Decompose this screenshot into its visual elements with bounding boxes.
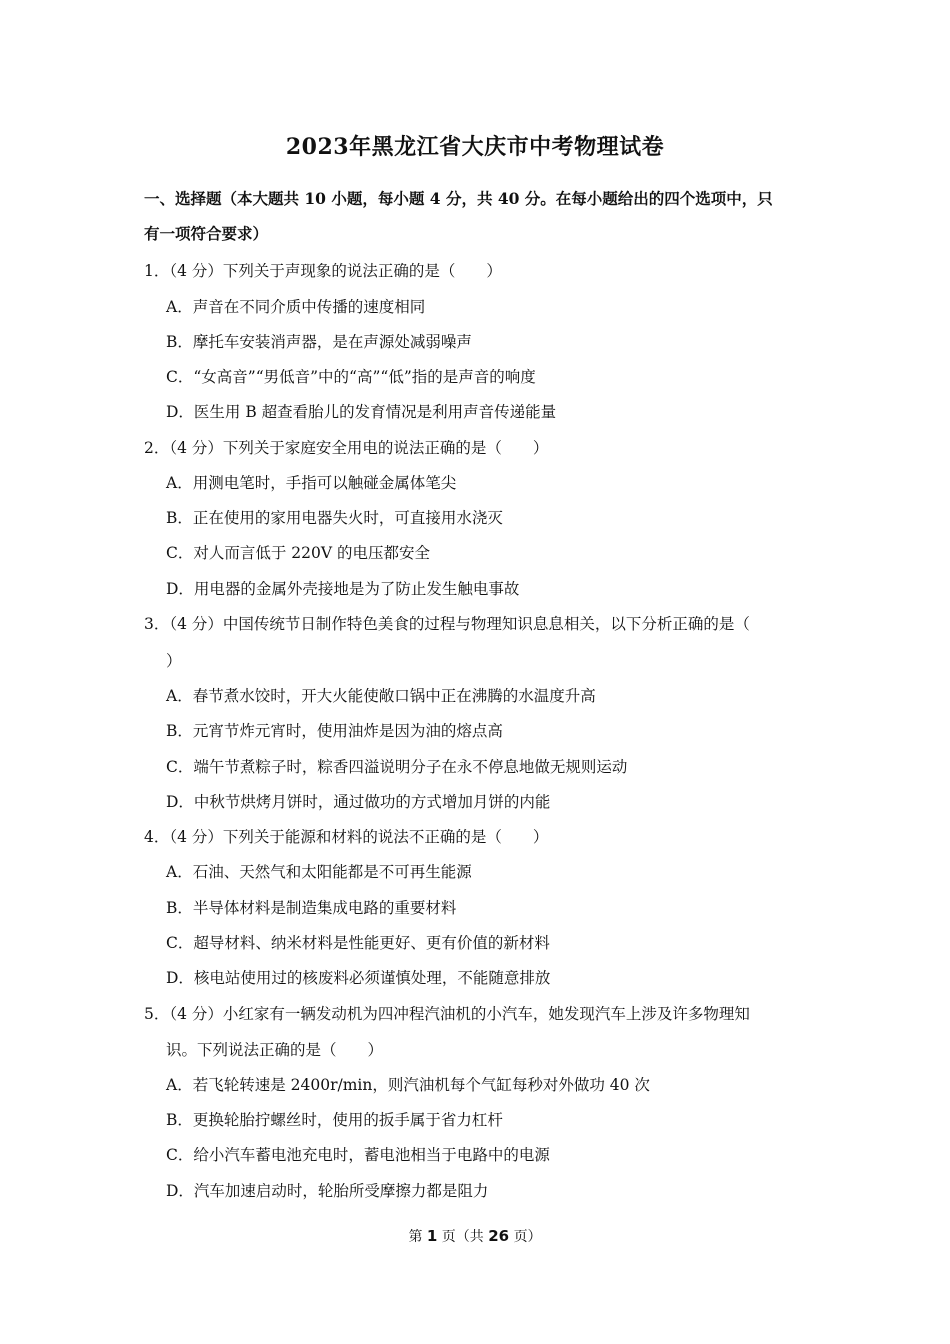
footer-total-pages: 26 [488,1227,510,1245]
footer-suffix: 页） [513,1229,542,1245]
question-4-stem: 4．（4 分）下列关于能源和材料的说法不正确的是（ ） [144,828,549,846]
footer-prefix: 第 [408,1229,423,1245]
question-4-option-d: D．核电站使用过的核废料必须谨慎处理，不能随意排放 [166,969,551,987]
question-4-option-a: A．石油、天然气和太阳能都是不可再生能源 [166,863,472,881]
question-2-stem: 2．（4 分）下列关于家庭安全用电的说法正确的是（ ） [144,439,549,457]
question-2-option-a: A．用测电笔时，手指可以触碰金属体笔尖 [166,474,457,492]
question-5-option-d: D．汽车加速启动时，轮胎所受摩擦力都是阻力 [166,1182,489,1200]
question-3-stem: 3．（4 分）中国传统节日制作特色美食的过程与物理知识息息相关，以下分析正确的是（ [144,615,750,633]
question-1-option-a: A．声音在不同介质中传播的速度相同 [166,298,426,316]
question-1-option-c: C．“女高音”“男低音”中的“高”“低”指的是声音的响度 [166,368,536,386]
section-heading-line-2: 有一项符合要求） [144,224,269,243]
footer-page-number: 1 [426,1227,438,1245]
question-2-option-c: C．对人而言低于 220V 的电压都安全 [166,544,430,562]
question-5-option-c: C．给小汽车蓄电池充电时，蓄电池相当于电路中的电源 [166,1146,550,1164]
question-5-stem: 5．（4 分）小红家有一辆发动机为四冲程汽油机的小汽车，她发现汽车上涉及许多物理知 [144,1005,750,1023]
question-2-option-b: B．正在使用的家用电器失火时，可直接用水浇灭 [166,509,503,527]
footer-mid: 页（共 [441,1229,484,1245]
page-footer [0,1226,950,1246]
page-title: 2023年黑龙江省大庆市中考物理试卷 [285,134,665,160]
question-5-option-a: A．若飞轮转速是 2400r/min，则汽油机每个气缸每秒对外做功 40 次 [166,1076,650,1094]
question-3-option-c: C．端午节煮粽子时，粽香四溢说明分子在永不停息地做无规则运动 [166,758,628,776]
question-1-stem: 1．（4 分）下列关于声现象的说法正确的是（ ） [144,262,502,280]
question-4-option-c: C．超导材料、纳米材料是性能更好、更有价值的新材料 [166,934,550,952]
section-heading [144,181,814,251]
section-heading-line-1: 一、选择题（本大题共 10 小题，每小题 4 分，共 40 分。在每小题给出的四个选项中，只 [144,189,773,208]
question-1-option-b: B．摩托车安装消声器，是在声源处减弱噪声 [166,333,472,351]
question-3-stem-continued: ） [166,652,182,670]
question-3-option-d: D．中秋节烘烤月饼时，通过做功的方式增加月饼的内能 [166,793,551,811]
question-4-option-b: B．半导体材料是制造集成电路的重要材料 [166,899,457,917]
question-3-option-a: A．春节煮水饺时，开大火能使敞口锅中正在沸腾的水温度升高 [166,687,596,705]
question-2-option-d: D．用电器的金属外壳接地是为了防止发生触电事故 [166,580,520,598]
question-5-option-b: B．更换轮胎拧螺丝时，使用的扳手属于省力杠杆 [166,1111,503,1129]
question-1-option-d: D．医生用 B 超查看胎儿的发育情况是利用声音传递能量 [166,403,557,421]
question-3-option-b: B．元宵节炸元宵时，使用油炸是因为油的熔点高 [166,722,503,740]
question-5-stem-continued: 识。下列说法正确的是（ ） [166,1041,384,1059]
